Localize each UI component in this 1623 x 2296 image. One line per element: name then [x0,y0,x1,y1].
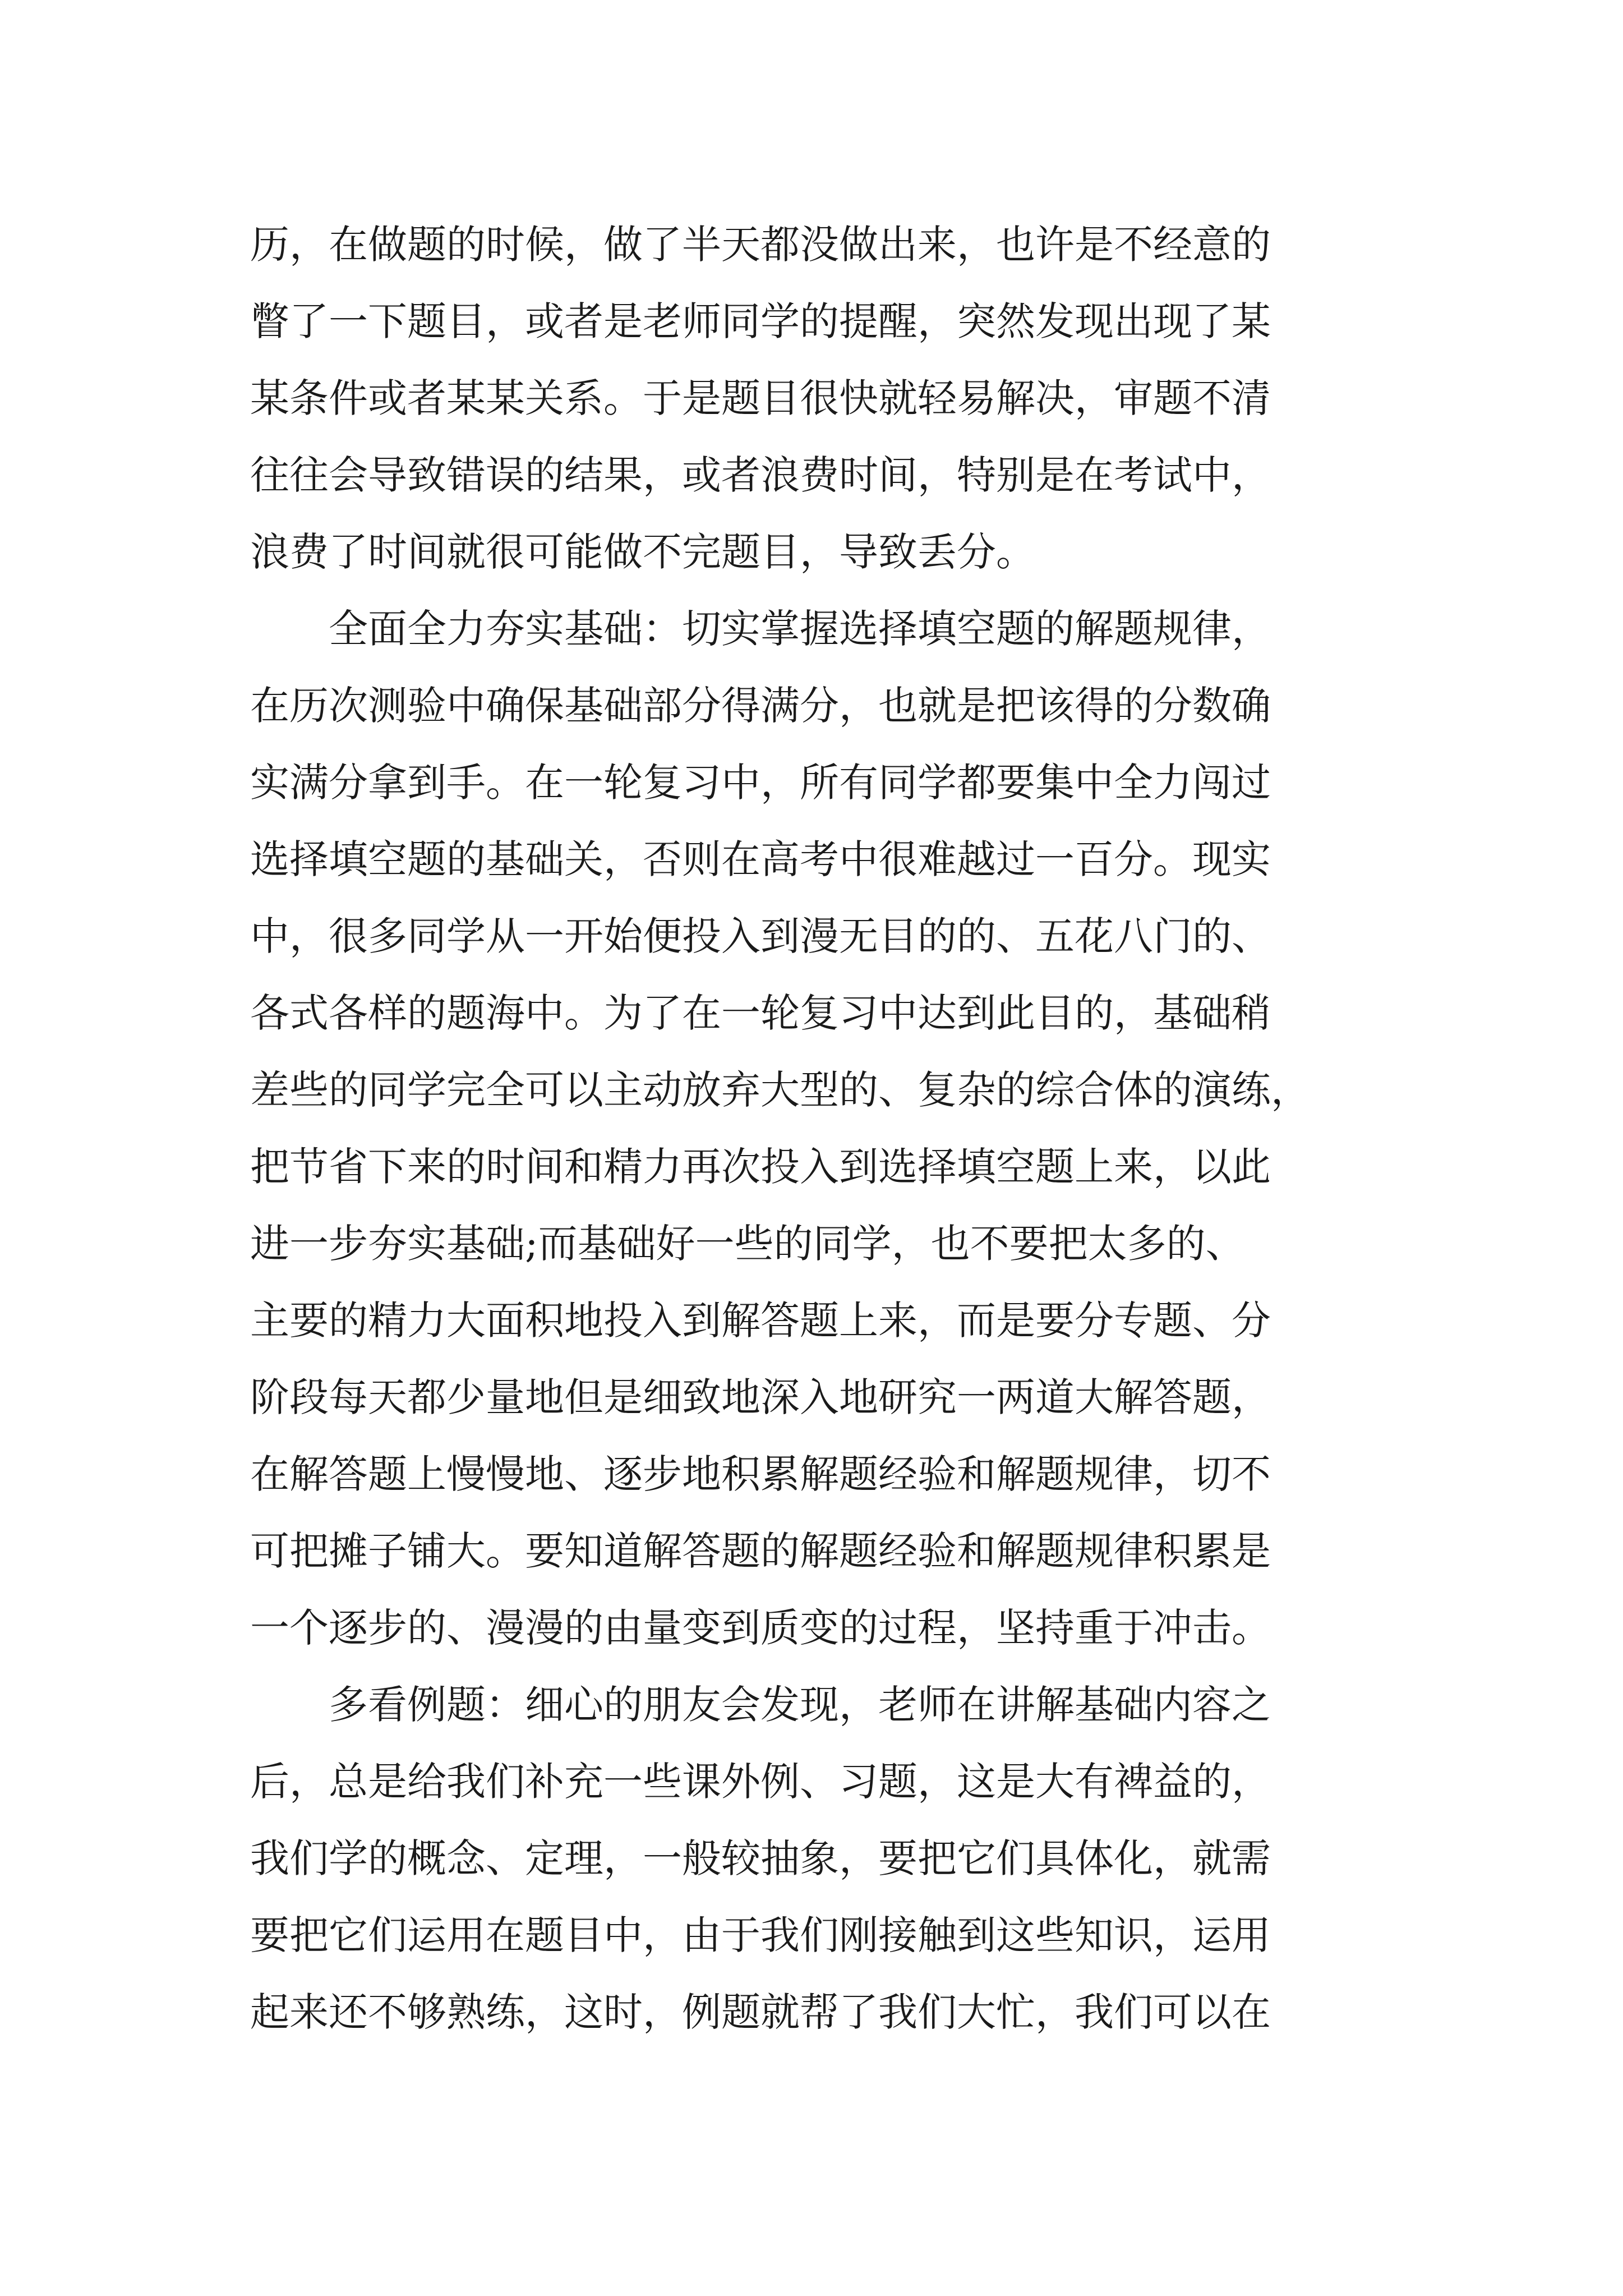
text-line: 选择填空题的基础关，否则在高考中很难越过一百分。现实 [250,836,1271,882]
text-line: 差些的同学完全可以主动放弃大型的、复杂的综合体的演练， [250,1067,1310,1113]
text-line: 浪费了时间就很可能做不完题目，导致丢分。 [250,529,1035,575]
text-line: 一个逐步的、漫漫的由量变到质变的过程，坚持重于冲击。 [250,1605,1271,1651]
text-line: 全面全力夯实基础：切实掌握选择填空题的解题规律， [250,606,1271,652]
text-line: 历，在做题的时候，做了半天都没做出来，也许是不经意的 [250,222,1271,268]
text-line: 瞥了一下题目，或者是老师同学的提醒，突然发现出现了某 [250,298,1271,344]
text-line: 实满分拿到手。在一轮复习中，所有同学都要集中全力闯过 [250,760,1271,806]
text-line: 后，总是给我们补充一些课外例、习题，这是大有裨益的， [250,1759,1271,1805]
text-line: 各式各样的题海中。为了在一轮复习中达到此目的，基础稍 [250,990,1271,1036]
text-line: 阶段每天都少量地但是细致地深入地研究一两道大解答题， [250,1374,1271,1420]
text-line: 往往会导致错误的结果，或者浪费时间，特别是在考试中， [250,452,1271,498]
text-line: 可把摊子铺大。要知道解答题的解题经验和解题规律积累是 [250,1528,1271,1574]
text-line: 我们学的概念、定理，一般较抽象，要把它们具体化，就需 [250,1835,1271,1881]
text-line: 把节省下来的时间和精力再次投入到选择填空题上来，以此 [250,1144,1271,1190]
text-line: 进一步夯实基础;而基础好一些的同学，也不要把太多的、 [250,1221,1245,1267]
text-line: 某条件或者某某关系。于是题目很快就轻易解决，审题不清 [250,375,1271,421]
text-line: 中，很多同学从一开始便投入到漫无目的的、五花八门的、 [250,913,1271,959]
text-line: 在历次测验中确保基础部分得满分，也就是把该得的分数确 [250,683,1271,729]
text-line: 要把它们运用在题目中，由于我们刚接触到这些知识，运用 [250,1912,1271,1958]
text-line: 主要的精力大面积地投入到解答题上来，而是要分专题、分 [250,1297,1271,1343]
text-line: 在解答题上慢慢地、逐步地积累解题经验和解题规律，切不 [250,1451,1271,1497]
body-text [250,206,1381,2051]
text-line: 起来还不够熟练，这时，例题就帮了我们大忙，我们可以在 [250,1989,1271,2035]
text-line: 多看例题：细心的朋友会发现，老师在讲解基础内容之 [250,1682,1271,1728]
